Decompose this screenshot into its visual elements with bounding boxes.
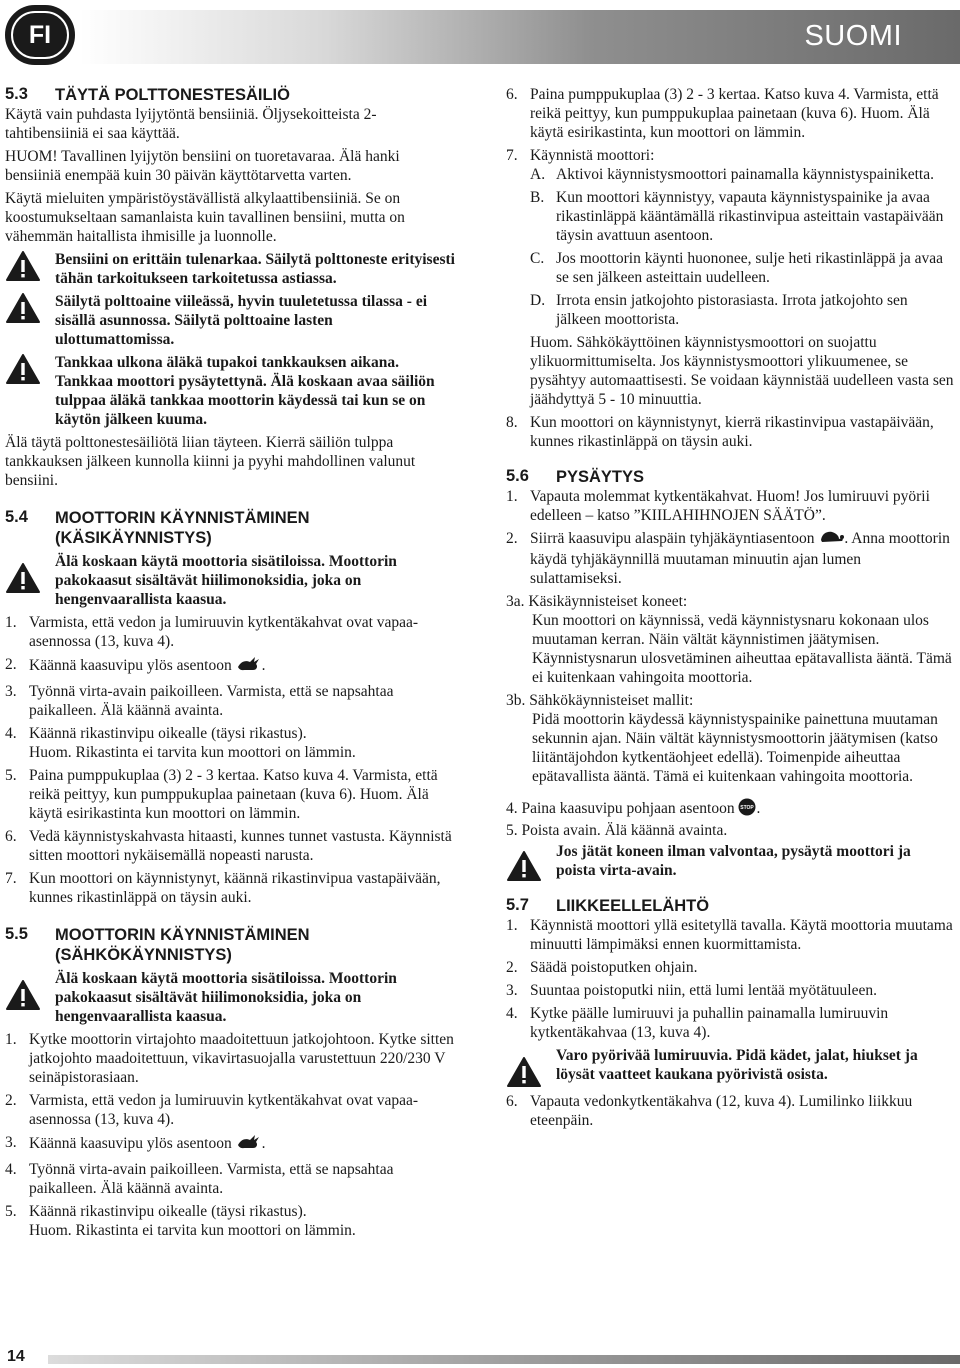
- list-number: 8.: [506, 414, 518, 431]
- list-number: 6.: [5, 828, 17, 845]
- warning-triangle-icon: [5, 292, 55, 324]
- section-heading-5-6: [506, 467, 954, 487]
- warning-triangle-icon: [506, 842, 556, 882]
- list-text-line: Käännä rikastinvipu oikealle (täysi rikastus).: [29, 1203, 307, 1220]
- list-item: [506, 529, 954, 588]
- list-item: [506, 413, 954, 451]
- list-text: Kun moottori on käynnistynyt, kierrä rikastinvipua vastapäivään, kunnes rikastinläppä on täysin auki.: [530, 414, 934, 450]
- warning-text: Bensiini on erittäin tulenarkaa. Säilytä polttoneste erityisesti tähän tarkoitukseen tarkoitetussa astiassa.: [55, 251, 455, 287]
- paragraph: Käytä vain puhdasta lyijytöntä bensiiniä. Öljysekoitteista 2-tahtibensiiniä ei saa käyttää.: [5, 106, 377, 142]
- list-item: [5, 1202, 455, 1240]
- language-badge-label: FI: [11, 11, 69, 59]
- list-number: 2.: [5, 1092, 17, 1109]
- sub-list-letter: A.: [530, 166, 546, 183]
- list-number: 2.: [5, 656, 17, 673]
- warning-block: [5, 353, 455, 429]
- paragraph: Älä täytä polttonestesäiliötä liian täyteen. Kierrä säiliön tulppa tankkauksen jälkeen kunnolla kiinni ja pyyhi mahdollinen valunut bensiini.: [5, 434, 416, 489]
- list-text: Suuntaa poistoputki niin, että lumi lentää myötätuuleen.: [530, 982, 877, 999]
- list-text: Vapauta molemmat kytkentäkahvat. Huom! Jos lumiruuvi pyörii edelleen – katso ”KIILAHIHNOJEN SÄÄTÖ”.: [530, 488, 930, 524]
- list-number: 1.: [5, 1031, 17, 1048]
- list-item: [506, 916, 954, 954]
- sub-list-letter: D.: [530, 292, 546, 309]
- sub-list-text: Kun moottori käynnistyy, vapauta käynnistyspainike ja avaa rikastinläppä kääntämällä rikastinvipua asteittain vastapäivään täysin avattuun asentoon.: [556, 189, 944, 244]
- warning-triangle-icon: [5, 552, 55, 594]
- list-item: 5. Poista avain. Älä käännä avainta.: [506, 822, 728, 839]
- section-title: MOOTTORIN KÄYNNISTÄMINEN (SÄHKÖKÄYNNISTYS): [55, 926, 310, 964]
- list-text: Käännä kaasuvipu ylös asentoon .: [29, 655, 455, 678]
- list-item: [5, 1030, 455, 1087]
- sub-list-item: [530, 165, 954, 184]
- list-text: Varmista, että vedon ja lumiruuvin kytkentäkahvat ovat vapaa-asennossa (13, kuva 4).: [29, 1092, 419, 1128]
- list-text: Paina pumppukuplaa (3) 2 - 3 kertaa. Katso kuva 4. Varmista, että reikä peittyy, kun pumppukuplaa painetaan (kuva 6). Huom. Älä käytä esirikastinta, kun moottori on lämmin.: [530, 86, 939, 141]
- list-item: [506, 85, 954, 142]
- warning-triangle-icon: [5, 353, 55, 385]
- section-title: MOOTTORIN KÄYNNISTÄMINEN (KÄSIKÄYNNISTYS): [55, 509, 310, 547]
- list-text-line: Huom. Rikastinta ei tarvita kun moottori on lämmin.: [29, 1222, 356, 1239]
- list-item: [5, 766, 455, 823]
- list-number: 2.: [506, 959, 518, 976]
- page-header: [0, 0, 960, 75]
- list-number: 2.: [506, 530, 518, 547]
- list-text: Kytke moottorin virtajohto maadoitettuun jatkojohtoon. Kytke sitten jatkojohto maadoitettuun, vikavirtasuojalla varustettuun 220/230 V seinäpistorasiaan.: [29, 1031, 454, 1086]
- paragraph: HUOM! Tavallinen lyijytön bensiini on tuoretavaraa. Älä hanki bensiiniä enempää kuin 30 päivän käyttötarvetta varten.: [5, 148, 400, 184]
- list-item: [506, 146, 954, 165]
- warning-block: [506, 1046, 954, 1088]
- list-heading: 3a. Käsikäynnisteiset koneet:: [506, 593, 688, 610]
- list-item: [506, 981, 954, 1000]
- list-number: 3.: [5, 1134, 17, 1151]
- list-heading: 3b. Sähkökäynnisteiset mallit:: [506, 692, 694, 709]
- sub-list-letter: C.: [530, 250, 545, 267]
- section-heading-5-4: [5, 508, 455, 548]
- list-text: [530, 529, 954, 588]
- section-number: 5.7: [506, 896, 529, 914]
- list-text: Työnnä virta-avain paikoilleen. Varmista, että se napsahtaa paikalleen. Älä käännä avainta.: [29, 1161, 394, 1197]
- list-number: 3.: [506, 982, 518, 999]
- warning-triangle-icon: [506, 1046, 556, 1088]
- warning-text: Älä koskaan käytä moottoria sisätiloissa. Moottorin pakokaasut sisältävät hiilimonoksidia, joka on hengenvaarallista kaasua.: [55, 553, 397, 608]
- list-text: Varmista, että vedon ja lumiruuvin kytkentäkahvat ovat vapaa-asennossa (13, kuva 4).: [29, 614, 419, 650]
- list-number: 1.: [5, 614, 17, 631]
- list-text: Kun moottori on käynnissä, vedä käynnistysnaru kokonaan ulos muutaman kerran. Näin vältät käynnistimen jäätymisen. Käynnistysnarun ulosvetäminen aiheuttaa epätavallista ääntä. Tämä ei kuitenkaan vahingoita moottoria.: [532, 612, 952, 686]
- list-text: Kytke päälle lumiruuvi ja puhallin painamalla lumiruuvin kytkentäkahvaa (13, kuva 4).: [530, 1005, 889, 1041]
- list-text: Käynnistä moottori yllä esitetyllä tavalla. Käytä moottoria muutama minuutti lämpimäksi ennen kuormittamista.: [530, 917, 953, 953]
- section-number: 5.5: [5, 925, 28, 943]
- warning-text: Tankkaa ulkona äläkä tupakoi tankkauksen aikana. Tankkaa moottori pysäytettynä. Älä koskaan avaa säiliön tulppaa äläkä tankkaa moottorin käydessä tai kun se on käytön jälkeen kuuma.: [55, 354, 435, 428]
- section-title: LIIKKEELLELÄHTÖ: [556, 897, 710, 915]
- list-number: 5.: [5, 767, 17, 784]
- warning-text: Säilytä polttoaine viileässä, hyvin tuuletetussa tilassa - ei sisällä asunnossa. Säilytä polttoaine lasten ulottumattomissa.: [55, 293, 428, 348]
- page-number: 14: [7, 1348, 25, 1365]
- paragraph: Käytä mieluiten ympäristöystävällistä alkylaattibensiiniä. Se on koostumukseltaan samanlaista kuin tavallinen bensiini, mutta on vähemmän haitallista ihmisille ja luonnolle.: [5, 190, 405, 245]
- warning-text: Varo pyörivää lumiruuvia. Pidä kädet, jalat, hiukset ja löysät vaatteet kaukana pyörivistä osista.: [556, 1047, 918, 1083]
- list-text-body: . Anna moottorin käydä tyhjäkäynnillä muutaman minuutin ajan lumen sulattamiseksi.: [530, 530, 950, 587]
- section-number: 5.6: [506, 467, 529, 485]
- list-item: [5, 724, 455, 762]
- warning-block: [506, 842, 954, 882]
- list-number: 4.: [5, 1161, 17, 1178]
- footer-bar: [48, 1355, 960, 1364]
- note-paragraph: Huom. Sähkökäyttöinen käynnistysmoottori on suojattu ylikuormittumiselta. Jos käynnistysmoottori ylikuumenee, se pysähtyy automaattisesti. Se voidaan käynnistää uudelleen vasta sen jäähdyttyä 5 - 10 minuuttia.: [530, 334, 954, 408]
- sub-list-item: [530, 188, 954, 245]
- list-text-body: Käännä kaasuvipu ylös asentoon: [29, 657, 232, 675]
- list-text: Vapauta vedonkytkentäkahva (12, kuva 4). Lumilinko liikkuu eteenpäin.: [530, 1093, 913, 1129]
- list-text-line: Huom. Rikastinta ei tarvita kun moottori on lämmin.: [29, 744, 356, 761]
- sub-list-item: [530, 249, 954, 287]
- list-number: 4.: [5, 725, 17, 742]
- list-item: [506, 487, 954, 525]
- list-text: Säädä poistoputken ohjain.: [530, 959, 698, 976]
- section-title: TÄYTÄ POLTTONESTESÄILIÖ: [55, 86, 290, 104]
- list-item: [5, 613, 455, 651]
- list-number: 7.: [5, 870, 17, 887]
- list-text: Paina pumppukuplaa (3) 2 - 3 kertaa. Katso kuva 4. Varmista, että reikä peittyy, kun pumppukuplaa painetaan (kuva 6). Huom. Älä käytä esirikastinta kun moottori on lämmin.: [29, 767, 438, 822]
- svg-text:STOP: STOP: [740, 805, 755, 811]
- sub-list-text: Jos moottorin käynti huononee, sulje heti rikastinläppä ja avaa se sen jälkeen asteittain uudelleen.: [556, 250, 943, 286]
- warning-triangle-icon: [5, 250, 55, 282]
- list-number: 5.: [5, 1203, 17, 1220]
- list-text: Pidä moottorin käydessä käynnistyspainike painettuna muutaman sekunnin ajan. Näin vältät käynnistysmoottorin jäätymisen (katso liitäntäjohdon kytkentäohjeet edellä). Toimenpide aiheuttaa epätavallista ääntä. Tämä ei kuitenkaan vahingoita moottoria.: [532, 711, 938, 785]
- list-item: [506, 1092, 954, 1130]
- section-number: 5.4: [5, 508, 28, 526]
- list-text: [29, 724, 455, 762]
- sub-list-item: [530, 291, 954, 329]
- list-text: Kun moottori on käynnistynyt, käännä rikastinvipua vastapäivään, kunnes rikastinläppä on täysin auki.: [29, 870, 441, 906]
- warning-block: [5, 969, 455, 1026]
- list-text: Vedä käynnistyskahvasta hitaasti, kunnes tunnet vastusta. Käynnistä sitten moottori nykäisemällä nopeasti narusta.: [29, 828, 452, 864]
- list-item: [5, 682, 455, 720]
- left-column: [5, 85, 455, 1244]
- list-number: 7.: [506, 147, 518, 164]
- list-number: 1.: [506, 488, 518, 505]
- list-number: 1.: [506, 917, 518, 934]
- warning-block: [5, 552, 455, 609]
- warning-triangle-icon: [5, 969, 55, 1011]
- list-number: 3.: [5, 683, 17, 700]
- list-item: 4. Paina kaasuvipu pohjaan asentoon STOP .: [506, 798, 954, 821]
- list-text-body: Käännä kaasuvipu ylös asentoon: [29, 1135, 232, 1153]
- warning-block: [5, 292, 455, 349]
- sub-list-text: Aktivoi käynnistysmoottori painamalla käynnistyspainiketta.: [556, 166, 934, 183]
- language-title: SUOMI: [804, 20, 902, 52]
- section-number: 5.3: [5, 85, 28, 103]
- list-text: [29, 1202, 455, 1240]
- sub-list-text: Irrota ensin jatkojohto pistorasiasta. Irrota jatkojohto sen jälkeen moottorista.: [556, 292, 908, 328]
- list-text-line: Käännä rikastinvipu oikealle (täysi rikastus).: [29, 725, 307, 742]
- warning-text: Jos jätät koneen ilman valvontaa, pysäytä moottori ja poista virta-avain.: [556, 843, 911, 879]
- list-text: 4. Paina kaasuvipu pohjaan asentoon: [506, 800, 735, 818]
- fast-rabbit-icon: [236, 655, 262, 678]
- list-item: [5, 869, 455, 907]
- warning-block: [5, 250, 455, 288]
- list-number: 6.: [506, 86, 518, 103]
- slow-turtle-icon: [818, 529, 844, 550]
- list-text: Käynnistä moottori:: [530, 147, 655, 164]
- header-bar: [80, 10, 960, 64]
- list-number: 4.: [506, 1005, 518, 1022]
- section-title: PYSÄYTYS: [556, 468, 645, 486]
- sub-list-letter: B.: [530, 189, 545, 206]
- list-item: [506, 958, 954, 977]
- language-badge: [5, 5, 75, 65]
- fast-rabbit-icon: [236, 1133, 262, 1156]
- list-item: [5, 655, 455, 678]
- stop-icon: [738, 798, 756, 821]
- list-item: [5, 1091, 455, 1129]
- section-heading-5-7: [506, 896, 954, 916]
- list-item: [5, 827, 455, 865]
- list-item: [5, 1133, 455, 1156]
- list-item: [5, 1160, 455, 1198]
- list-number: 6.: [506, 1093, 518, 1110]
- list-item: [506, 1004, 954, 1042]
- section-heading-5-5: [5, 925, 455, 965]
- section-heading-5-3: [5, 85, 455, 105]
- warning-text: Älä koskaan käytä moottoria sisätiloissa. Moottorin pakokaasut sisältävät hiilimonoksidia, joka on hengenvaarallista kaasua.: [55, 970, 397, 1025]
- list-text: Työnnä virta-avain paikoilleen. Varmista, että se napsahtaa paikalleen. Älä käännä avainta.: [29, 683, 394, 719]
- list-text-body: Siirrä kaasuvipu alaspäin tyhjäkäyntiasentoon: [530, 530, 815, 548]
- right-column: [506, 85, 954, 1134]
- list-text: Käännä kaasuvipu ylös asentoon .: [29, 1133, 455, 1156]
